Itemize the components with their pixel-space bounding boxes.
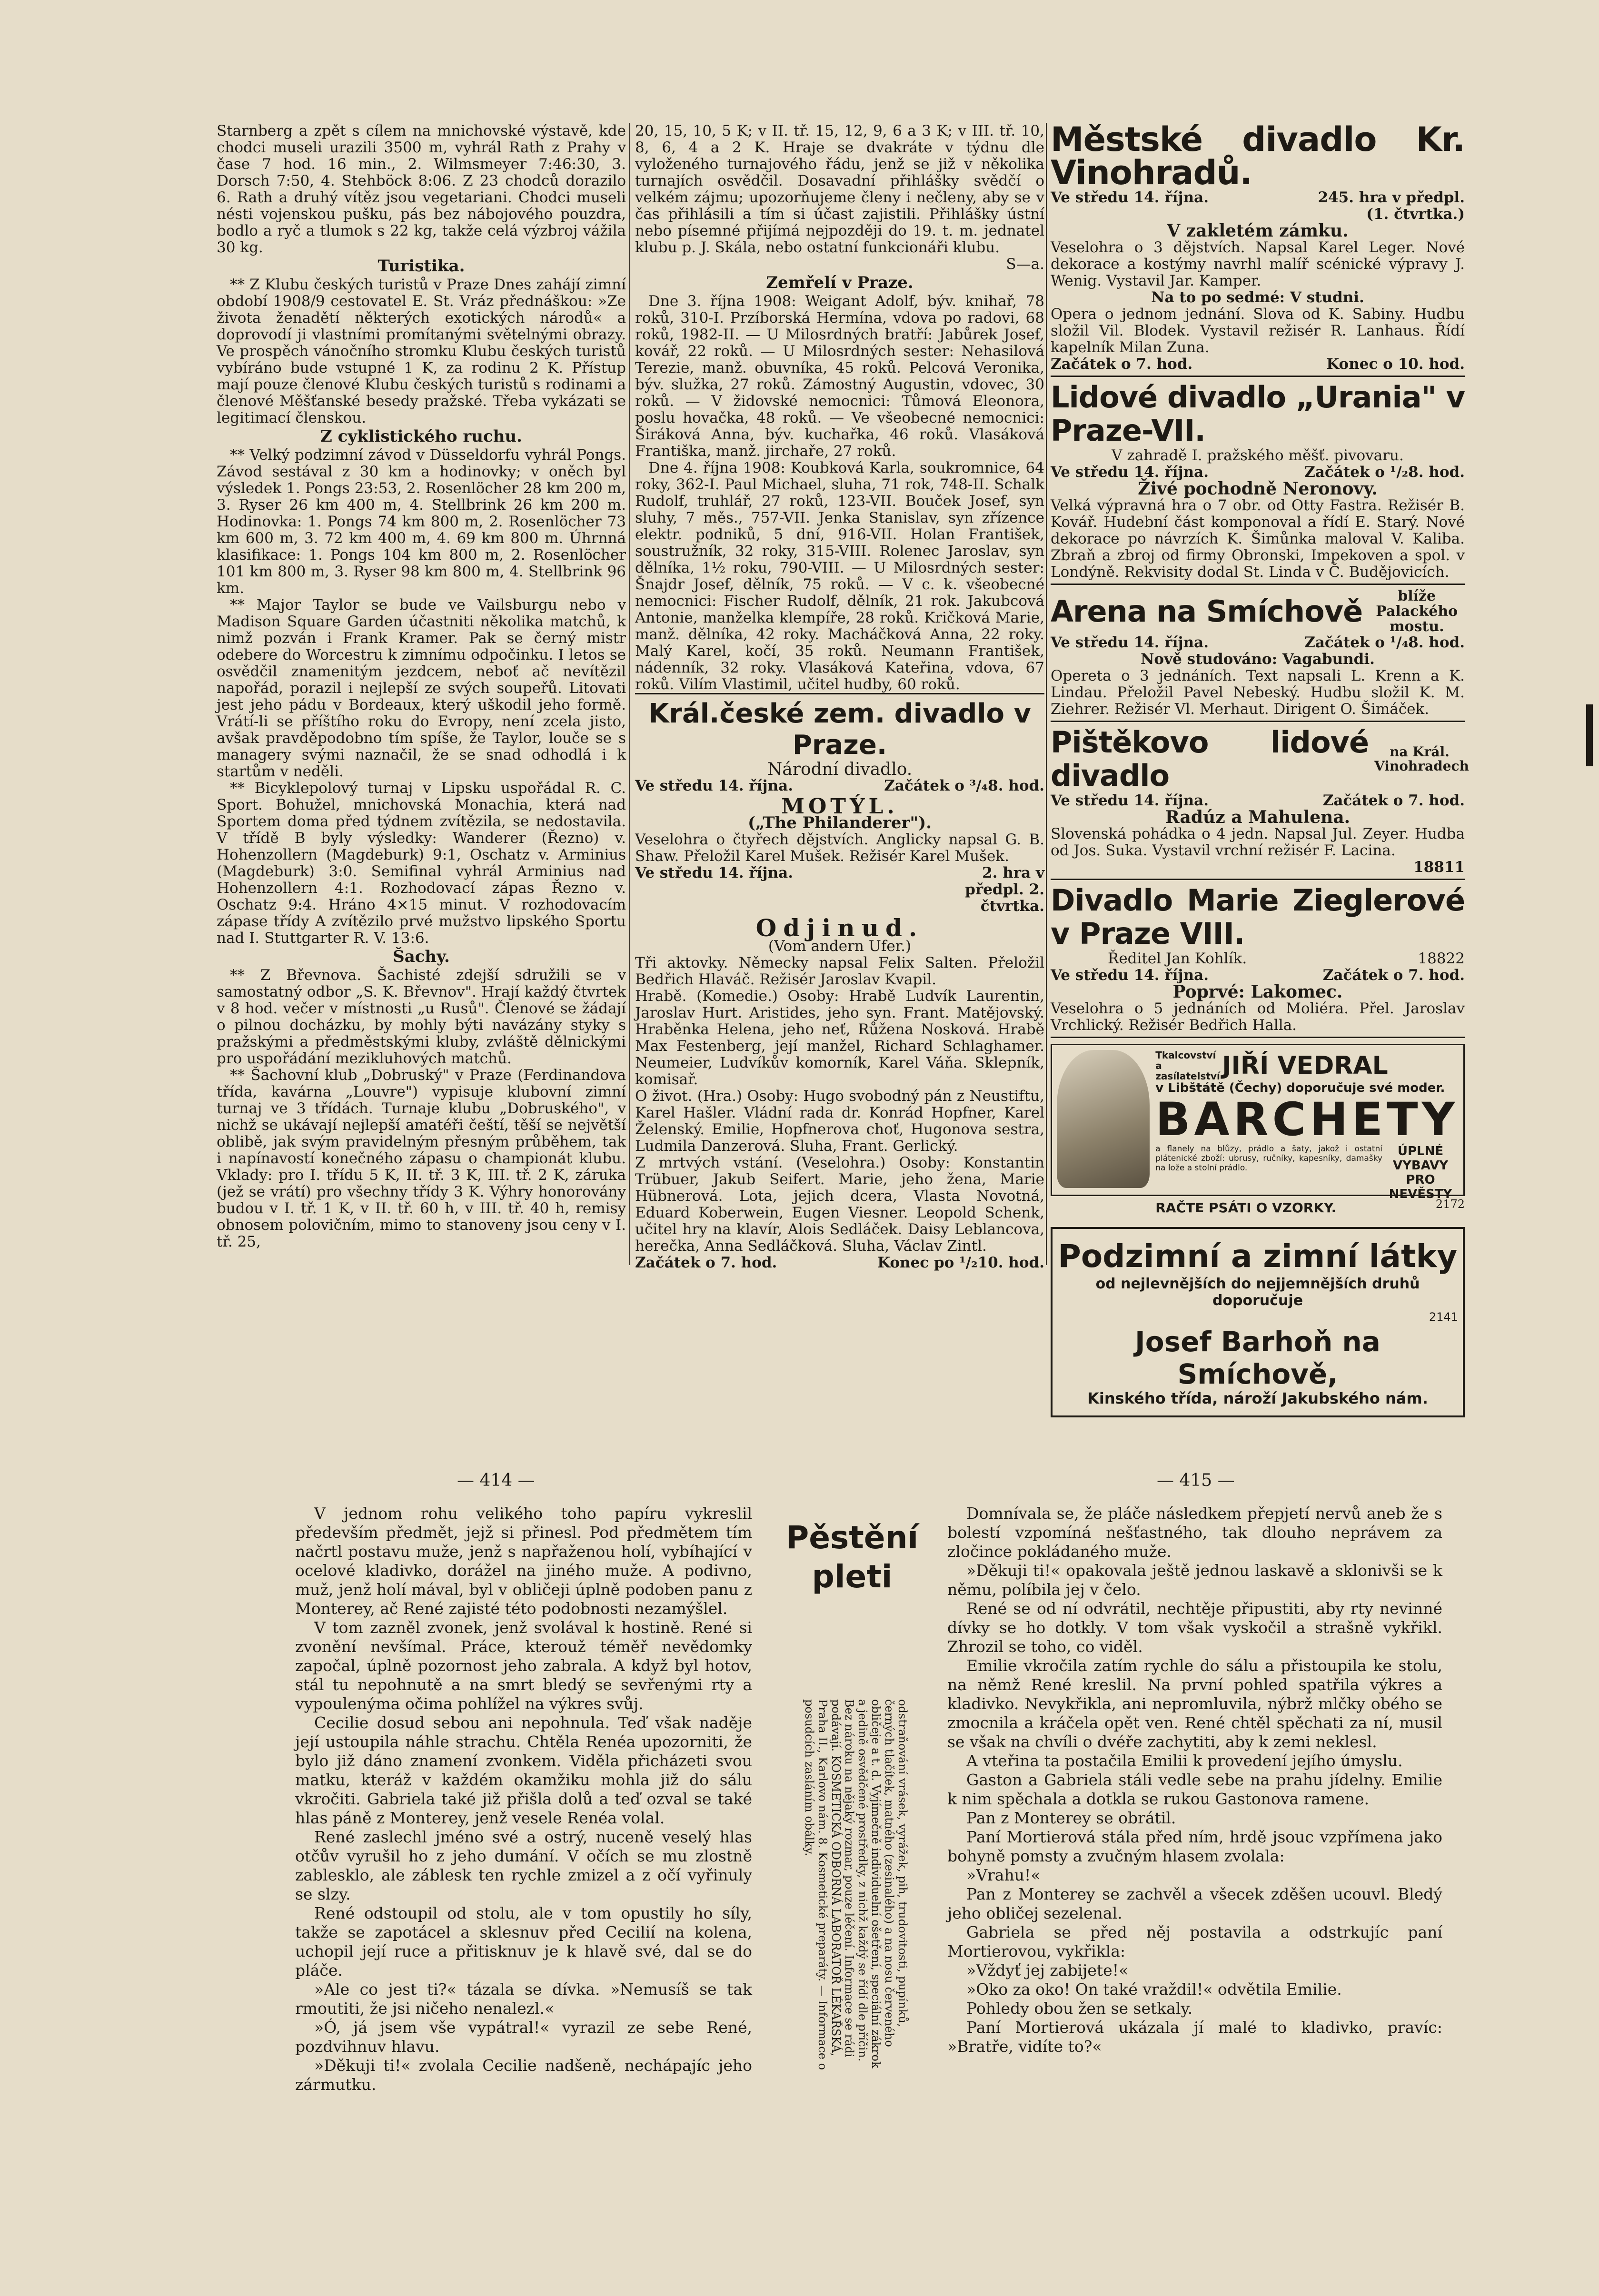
paragraph: Domnívala se, že pláče následkem přepjetí nervů aneb že s bolestí vzpomíná nešťastného, tak dlouho neprávem za zločince pokládaného muže.: [947, 1504, 1442, 1561]
play-subtitle: (Vom andern Ufer.): [768, 938, 912, 955]
theater-listing: [1051, 589, 1465, 722]
paragraph: V tom zazněl zvonek, jenž svolával k hostině. René si zvonění nevšímal. Práce, kterouž téměř nevědomky započal, úplně pozornost jeho zabrala. A když byl hotov, stál tu nepohnutě a na smrt bledý se sevřenými rty a vypoulenýma očima pohlížel na výkres svůj.: [295, 1618, 752, 1713]
date: Ve středu 14. října.: [635, 777, 794, 794]
play-description: Opera o jednom jednání. Slova od K. Sabiny. Hudbu složil Vil. Blodek. Vystavil režisér R. Lanhaus. Řídí kapelník Milan Zuna.: [1051, 306, 1465, 356]
theater-listing: [1051, 725, 1469, 880]
paragraph: »Děkuji ti!« opakovala ještě jednou laskavě a sklonivši se k němu, políbila jej v čelo.: [947, 1561, 1442, 1599]
paragraph: V jednom rohu velikého toho papíru vykreslil především předmět, jejž si přinesl. Pod předmětem tím načrtl postavu muže, jenž s napřaženou holí, vybíhající v ocelové kladivko, dorážel na jiného muže. A podivno, muž, jenž holí mával, byl v obličeji úplně podoben panu z Monterey, ač René zajisté této podobnosti nezamýšlel.: [295, 1504, 752, 1618]
column-divider: [629, 123, 630, 1265]
signature: S—a.: [1006, 256, 1044, 273]
ad-offer: ÚPLNÉ VYBAVY PRO NEVĚSTY: [1389, 1144, 1452, 1201]
season-note: 2. hra v předpl. 2. čtvrtka.: [965, 864, 1044, 915]
paragraph: »Vždyť jej zabijete!«: [966, 1961, 1129, 1979]
binding-mark: [1586, 704, 1593, 766]
ad-number: 18822: [1418, 950, 1465, 967]
start-time: Začátek o ¹/₄8. hod.: [1304, 634, 1465, 651]
theater-listing: [1051, 120, 1465, 377]
play-title: Nově studováno: Vagabundi.: [1141, 651, 1375, 668]
date: Ve středu 14. října.: [1051, 634, 1209, 651]
play-description: Veselohra o čtyřech dějstvích. Anglicky napsal G. B. Shaw. Přeložil Karel Mušek. Režisér Karel Mušek.: [635, 831, 1044, 865]
section-heading-deaths: Zemřelí v Praze.: [766, 273, 914, 292]
theater-subtitle: Národní divadlo.: [767, 760, 913, 779]
ad-cta: RAČTE PSÁTI O VZORKY.: [1155, 1200, 1337, 1216]
ad-number: 2172: [1435, 1197, 1465, 1211]
ad-line: od nejlevnějších do nejjemnějších druhů doporučuje: [1095, 1276, 1420, 1309]
theater-title-kral: Král.české zem. divadlo v Praze.: [635, 693, 1044, 761]
paragraph: ** Z Klubu českých turistů v Praze Dnes zahájí zimní období 1908/9 cestovatel E. St. Vráz přednáškou: »Ze života ženadětí některých exotických národů« a doprovodí ji vlastními promítanými světelnými obrazy. Ve prospěch vánočního stromku Klubu českých turistů vybíráno bude vstupné 1 K, za rodinu 2 K. Přístup mají pouze členové Klubu českých turistů s rodinami a členové Měšťanské besedy pražské. Třeba vykázati se legitimací členskou.: [217, 276, 626, 426]
ad-company-name: JIŘÍ VEDRAL: [1222, 1051, 1388, 1080]
column-sports: [217, 123, 626, 1250]
ad-address: Kinského třída, nároží Jakubského nám.: [1087, 1389, 1428, 1407]
play-title: Živé pochodně Neronovy.: [1138, 479, 1378, 499]
column-divider: [1046, 123, 1047, 1265]
paragraph: Pan z Monterey se zachvěl a všecek zděšen ucouvl. Bledý jeho obličej sezelenal.: [947, 1885, 1442, 1922]
play-description: Velká výpravná hra o 7 obr. od Otty Fastra. Režisér B. Kovář. Hudební část komponoval a řídí E. Starý. Nové dekorace po návrzích K. Šimůnka maloval V. Kaliba. Zbraň a zbroj od firmy Obronski, Impekoven a spol. v Londýně. Rekvisity dodal St. Linda v Č. Budějovicích.: [1051, 497, 1465, 581]
play-title: Na to po sedmé: V studni.: [1151, 289, 1364, 306]
paragraph: Z mrtvých vstání. (Veselohra.) Osoby: Konstantin Trübuer, Jakub Seifert. Marie, jeho žena, Marie Hübnerová. Lota, jejich dcera, Vlasta Novotná, Eduard Koberwein, Eugen Viesner. Leopold Schenk, učitel hry na klavír, Alois Sedláček. Daisy Leblancova, herečka, Anna Sedláčková. Sluha, Václav Zintl.: [635, 1154, 1044, 1255]
paragraph: Pohledy obou žen se setkaly.: [966, 1999, 1193, 2018]
paragraph: René zaslechl jméno své a ostrý, nuceně veselý hlas otčův vyrušil ho z jeho dumání. V očích se mu zlostně zablesklo, ale záblesk ten rychle zmizel a z očí vyřinuly se slzy.: [295, 1828, 752, 1903]
date: Ve středu 14. října.: [1051, 189, 1209, 206]
paragraph: Pan z Monterey se obrátil.: [966, 1809, 1176, 1827]
page-number-right: — 415 —: [1157, 1471, 1235, 1490]
story-column-right: [947, 1504, 1442, 2056]
theater-location: na Král. Vinohradech: [1374, 744, 1469, 774]
theater-title: Arena na Smíchově: [1051, 594, 1363, 629]
paragraph: ** Bicyklepolový turnaj v Lipsku uspořádal R. C. Sport. Bohužel, mnichovská Monachia, která nad Sportem doma před týdnem zvítězila, se nedostavila. V třídě B byly výsledky: Wanderer (Řezno) v. Hohenzollern (Magdeburk) 9:1, Oschatz v. Arminius (Magdeburk) 3:0. Semifinal vyhrál Arminius nad Hohenzollern 4:1. Rozhodovací zápas Řezno v. Oschatz 9:4. Hráno 4×15 minut. V rozhodovacím zápase třídy A zvítězilo prvé mužstvo lipského Sportu nad I. Stuttgarter R. V. 13:6.: [217, 780, 626, 947]
paragraph: Dne 3. října 1908: Weigant Adolf, býv. knihař, 78 roků, 310-I. Przíborská Hermína, vdova po radovi, 68 roků, 1982-II. — U Milosrdných bratří: Jabůrek Josef, kovář, 22 roků. — U Milosrdných sester: Nehasilová Terezie, manž. obuvníka, 45 roků. Pelcová Veronika, býv. služka, 27 roků. Zámostný Augustin, vdovec, 30 roků. — V židovské nemocnici: Tůmová Eleonora, poslu hovačka, 48 roků. — Ve všeobecné nemocnici: Širáková Anna, býv. kuchařka, 46 roků. Vlasáková Františka, manž. jirchaře, 27 roků.: [635, 293, 1044, 460]
end-time: Konec o 10. hod.: [1326, 356, 1465, 373]
play-title: Odjinud.: [755, 914, 924, 942]
start-time: Začátek o ¹/₂8. hod.: [1304, 464, 1465, 481]
advertisement-pestenipleti: [781, 1518, 924, 2070]
paragraph: A vteřina ta postačila Emilii k provedení jejího úmyslu.: [966, 1752, 1403, 1770]
play-description: Opereta o 3 jednáních. Text napsali L. Krenn a K. Lindau. Přeložil Pavel Nebeský. Hudbu složil K. M. Ziehrer. Režisér Vl. Merhaut. Dirigent O. Šimáček.: [1051, 667, 1465, 718]
paragraph: Gabriela se před něj postavila a odstrkujíc paní Mortierovou, vykřikla:: [947, 1923, 1442, 1960]
paragraph: ** Major Taylor se bude ve Vailsburgu nebo v Madison Square Garden účastniti několika matchů, k nimž pozván i Frank Kramer. Pak se černý mistr odebere do Worcestru k zimnímu odpočinku. I letos se osvědčil znamenitým jezdcem, neboť ač nevítězil napořád, porazil i nejlepší ze svých soupeřů. Litovati jest jeho pádu v Bordeaux, který uškodil jeho formě. Vrátí-li se příštího roku do Evropy, není zcela jisto, avšak pravděpodobno tím spíše, že Taylor, louče se s managery svými naznačil, že se snad odhodlá i k startům v neděli.: [217, 596, 626, 780]
paragraph: »Ale co jest ti?« tázala se dívka. »Nemusíš se tak rmoutiti, že jsi ničeho nenalezl.«: [295, 1980, 752, 2018]
play-description: Slovenská pohádka o 4 jedn. Napsal Jul. Zeyer. Hudba od Jos. Suka. Vystavil vrchní režisér F. Lacina.: [1051, 825, 1465, 859]
paragraph: ** Šachovní klub „Dobruský" v Praze (Ferdinandova třída, kavárna „Louvre") vypisuje klubovní zimní turnaj ve 3 třídách. Turnaje klubu „Dobruského", v nichž se ukávají nejlepší amatéři čeští, těší se největší oblibě, jak svým pravidelným přesným průběhem, tak i napínavostí konečného zápasu o championát klubu. Vklady: pro I. třídu 5 K, II. tř. 3 K, III. tř. 2 K, záruka (jež se vrátí) pro všechny třídy 3 K. Výhry honorovány budou v I. tř. 1 K, v II. tř. 60 h, v III. tř. 40 h, remisy obnosem polovičním, mimo to stanoveny jsou ceny v I. tř. 25,: [217, 1067, 626, 1250]
ad-company-name: Josef Barhoň na Smíchově,: [1135, 1326, 1381, 1390]
paragraph: René odstoupil od stolu, ale v tom opustily ho síly, takže se zapotácel a sklesnuv před Cecilií na kolena, uchopil její ruce a přitisknuv je k hlavě své, dal se do pláče.: [295, 1904, 752, 1979]
start-time: Začátek o ³/₄8. hod.: [884, 777, 1044, 794]
ad-label: Tkalcovství a zasílatelství: [1155, 1049, 1220, 1082]
ad-headline: Podzimní a zimní látky: [1058, 1238, 1458, 1275]
start-time: Začátek o 7. hod.: [1322, 792, 1465, 809]
paragraph: Paní Mortierová stála před ním, hrdě jsouc vzpřímena jako bohyně pomsty a zvučným hlasem zvolala:: [947, 1828, 1442, 1865]
play-title: V zakletém zámku.: [1167, 221, 1349, 241]
ad-headline: Pěstění pleti: [785, 1519, 919, 1595]
start-time: Začátek o 7. hod.: [1051, 356, 1193, 373]
end-time: Konec po ¹/₂10. hod.: [877, 1254, 1044, 1271]
theater-title: Městské divadlo Kr. Vinohradů.: [1051, 120, 1465, 192]
start-time: Začátek o 7. hod.: [635, 1254, 777, 1271]
column-notices: [635, 123, 1044, 1271]
column-theaters: [1051, 120, 1469, 1417]
date: Ve středu 14. října.: [635, 864, 794, 881]
paragraph: ** Velký podzimní závod v Düsseldorfu vyhrál Pongs. Závod sestával z 30 km a hodinovky; v oněch byl výsledek 1. Pongs 23:53, 2. Rosenlöcher 28 km 200 m, 3. Ryser 26 km 400 m, 4. Stellbrink 26 km 200 m. Hodinovka: 1. Pongs 74 km 800 m, 2. Rosenlöcher 73 km 600 m, 3. 72 km 400 m, 4. 69 km 800 m. Úhrnná klasifikace: 1. Pongs 104 km 800 m, 2. Rosenlöcher 101 km 800 m, 3. Ryser 98 km 800 m, 4. Stellbrink 96 km.: [217, 446, 626, 597]
play-title: MOTÝL.: [781, 794, 898, 819]
ad-number: 18811: [1413, 859, 1465, 876]
theater-location: blíže Palackého mostu.: [1376, 588, 1458, 635]
ad-product: BARCHETY: [1155, 1093, 1459, 1146]
play-subtitle: („The Philanderer").: [747, 813, 932, 832]
venue: V zahradě I. pražského měšť. pivovaru.: [1112, 447, 1404, 464]
page-number-left: — 414 —: [457, 1471, 535, 1490]
paragraph: Paní Mortierová ukázala jí malé to kladivko, pravíc: »Bratře, vidíte to?«: [947, 2018, 1442, 2056]
story-column-left: [295, 1504, 752, 2094]
paragraph: »Děkuji ti!« zvolala Cecilie nadšeně, nechápajíc jeho zármutku.: [295, 2056, 752, 2094]
paragraph: »Oko za oko! On také vraždil!« odvětila Emilie.: [966, 1980, 1342, 1999]
paragraph: 20, 15, 10, 5 K; v II. tř. 15, 12, 9, 6 a 3 K; v III. tř. 10, 8, 6, 4 a 2 K. Hraje se dvakráte v týdnu dle vyloženého turnajového řádu, jenž se již v několika turnajích osvědčil. Dosavadní přihlášky svědčí o velkém zájmu; upozorňujeme členy i nečleny, aby se v čas přihlásili a tím si účast zajistili. Přihlášky ústní nebo písemné přijímá nejpozději do 19. t. m. jednatel klubu p. J. Skála, nebo ostatní funkcionáři klubu.: [635, 122, 1044, 256]
section-heading-chess: Šachy.: [393, 947, 450, 966]
theater-title: Lidové divadlo „Urania" v Praze-VII.: [1051, 380, 1465, 448]
director: Ředitel Jan Kohlík.: [1108, 950, 1247, 967]
play-description: Veselohra o 5 jednáních od Moliéra. Přel. Jaroslav Vrchlický. Režisér Bedřich Halla.: [1051, 1000, 1465, 1034]
ad-number: 2141: [1429, 1310, 1458, 1324]
paragraph: »Vrahu!«: [966, 1866, 1041, 1884]
paragraph: Gaston a Gabriela stáli vedle sebe na prahu jídelny. Emilie k nim spěchala a dotkla se rukou Gastonova ramene.: [947, 1771, 1442, 1808]
play-title: Poprvé: Lakomec.: [1172, 982, 1343, 1002]
date: Ve středu 14. října.: [1051, 464, 1209, 481]
theater-listing: [1051, 884, 1465, 1038]
theater-title: Divadlo Marie Zieglerové v Praze VIII.: [1051, 883, 1465, 951]
woman-illustration: [1057, 1050, 1150, 1188]
theater-listing: [1051, 381, 1465, 585]
paragraph: Emilie vkročila zatím rychle do sálu a přistoupila ke stolu, na němž René kreslil. Na první pohled spatřila výkres a kladivko. Nevykřikla, ani nepromluvila, nýbrž mlčky obého se zmocnila a kráčela opět ven. René chtěl spěchati za ní, musil se však na chvíli o dvéře zachytiti, aby k zemi neklesl.: [947, 1656, 1442, 1751]
theater-title: Pištěkovo lidové divadlo: [1051, 725, 1369, 793]
start-time: Začátek o 7. hod.: [1322, 967, 1465, 984]
ad-description: a flanely na blůzy, prádlo a šaty, jakož i ostatní plátenické zboží: ubrusy, ručníky, kapesníky, damašky na lože a stolní prádlo.: [1155, 1144, 1382, 1173]
paragraph: Cecilie dosud sebou ani nepohnula. Teď však naděje její ustoupila náhle strachu. Chtěla Renéa upozorniti, že bylo již dáno znamení zvonkem. Viděla přicházeti svou matku, kteráž v každém okamžiku mohla již do sálu vkročiti. Gabriela také již přišla dolů a teď ozval se také hlas páně z Monterey, jenž vesele Renéa volal.: [295, 1713, 752, 1827]
section-heading-turistika: Turistika.: [377, 257, 465, 276]
date: Ve středu 14. října.: [1051, 792, 1209, 809]
advertisement-latky: [1051, 1227, 1465, 1417]
ad-location: v Libštátě (Čechy) doporučuje své moder.: [1155, 1081, 1445, 1095]
paragraph: Starnberg a zpět s cílem na mnichovské výstavě, kde chodci museli urazili 3500 m, vyhrál Rath z Prahy v čase 7 hod. 16 min., 2. Wilmsmeyer 7:46:30, 3. Dorsch 7:50, 4. Stehböck 8:06. Z 23 chodců dorazilo 6. Rath a druhý vítěz jsou vegetariani. Chodci museli nésti vojenskou pušku, pás bez nábojového pouzdra, bodlo a ryč a tlumok s 22 kg, takže celá výzbroj vážila 30 kg.: [217, 122, 626, 256]
play-title: Radúz a Mahulena.: [1165, 807, 1351, 827]
paragraph: Tři aktovky. Německy napsal Felix Salten. Přeložil Bedřich Hlaváč. Režisér Jaroslav Kvapil.: [635, 954, 1044, 988]
paragraph: Dne 4. října 1908: Koubková Karla, soukromnice, 64 roky, 362-I. Paul Michael, sluha, 71 rok, 748-II. Schalk Rudolf, truhlář, 27 roků, 123-VII. Bouček Josef, syn sluhy, 7 měs., 757-VII. Jenka Stanislav, syn zřízence elektr. podniků, 5 dní, 916-VII. Holan František, soustružník, 32 roky, 315-VIII. Rolenec Jaroslav, syn dělníka, 1½ roku, 790-VIII. — U Milosrdných sester: Šnajdr Josef, dělník, 75 roků. — V c. k. všeobecné nemocnici: Fischer Rudolf, dělník, 21 rok. Jakubcová Antonie, manželka klempíře, 28 roků. Kričková Marie, manž. dělníka, 42 roky. Macháčková Anna, 22 roky. Malý Karel, kočí, 35 roků. Neumann František, nádenník, 32 roky. Vlasáková Kateřina, vdova, 67 roků. Vilím Vlastimil, učitel hudby, 60 roků.: [635, 459, 1044, 693]
section-heading-cycling: Z cyklistického ruchu.: [320, 427, 522, 446]
paragraph: René se od ní odvrátil, nechtěje připustiti, aby rty nevinné dívky se ho dotkly. V tom však vyskočil a strašně vykřikl. Zhrozil se toho, co viděl.: [947, 1599, 1442, 1656]
play-description: Veselohra o 3 dějstvích. Napsal Karel Leger. Nové dekorace a kostýmy navrhl malíř scénické výpravy J. Wenig. Vystavil Jar. Kamper.: [1051, 239, 1465, 289]
paragraph: ** Z Břevnova. Šachisté zdejší sdružili se v samostatný odbor „S. K. Břevnov". Hrají každý čtvrtek v 8 hod. večer v místnosti „u Rusů". Členové se žádají o pilnou docházku, by mohly býti navázány styky s pražskými a předměstskými kluby, zvláště dělnickými pro uspořádání mezikluhových matchů.: [217, 967, 626, 1067]
season-note: 245. hra v předpl. (1. čtvrtka.): [1318, 189, 1465, 223]
paragraph: Hrabě. (Komedie.) Osoby: Hrabě Ludvík Laurentin, Jaroslav Hurt. Aristides, jeho syn. Frant. Matějovský. Hraběnka Helena, jeho neť, Růžena Nosková. Hrabě Max Festenberg, její manžel, Richard Schlaghamer. Neumeier, Ludvíkův komorník, Karel Váňa. Sklepník, komisař.: [635, 988, 1044, 1088]
paragraph: O život. (Hra.) Osoby: Hugo svobodný pán z Neustiftu, Karel Hašler. Vládní rada dr. Konrád Hopfner, Karel Želenský. Emilie, Hopfnerova choť, Hugonova sestra, Ludmila Danzerová. Sluha, Frant. Gerlický.: [635, 1088, 1044, 1155]
paragraph: »Ó, já jsem vše vypátral!« vyrazil ze sebe René, pozdvihnuv hlavu.: [295, 2018, 752, 2056]
date: Ve středu 14. října.: [1051, 967, 1209, 984]
ad-body-rotated: odstraňování vrásek, vyrážek, pih, trudovitosti, pupínků, černých tlačítek, matného (zesinalého) a na nosu červeného obličeje a t. d. Vyjímečně individuelní ošetření, speciální zákrok a jedině osvědčené prostředky, z nichž každý se řídí dle příčin. Bez nároku na nějaký rozmar, pouze léčení. Informace se rádi podávají. KOSMETICKÁ ODBORNÁ LABORATOŘ LÉKAŘSKÁ, Praha II., Karlovo nám. 8. Kosmetické preparáty. — Informace o posudcích zasláním obálky.: [803, 1699, 909, 2070]
